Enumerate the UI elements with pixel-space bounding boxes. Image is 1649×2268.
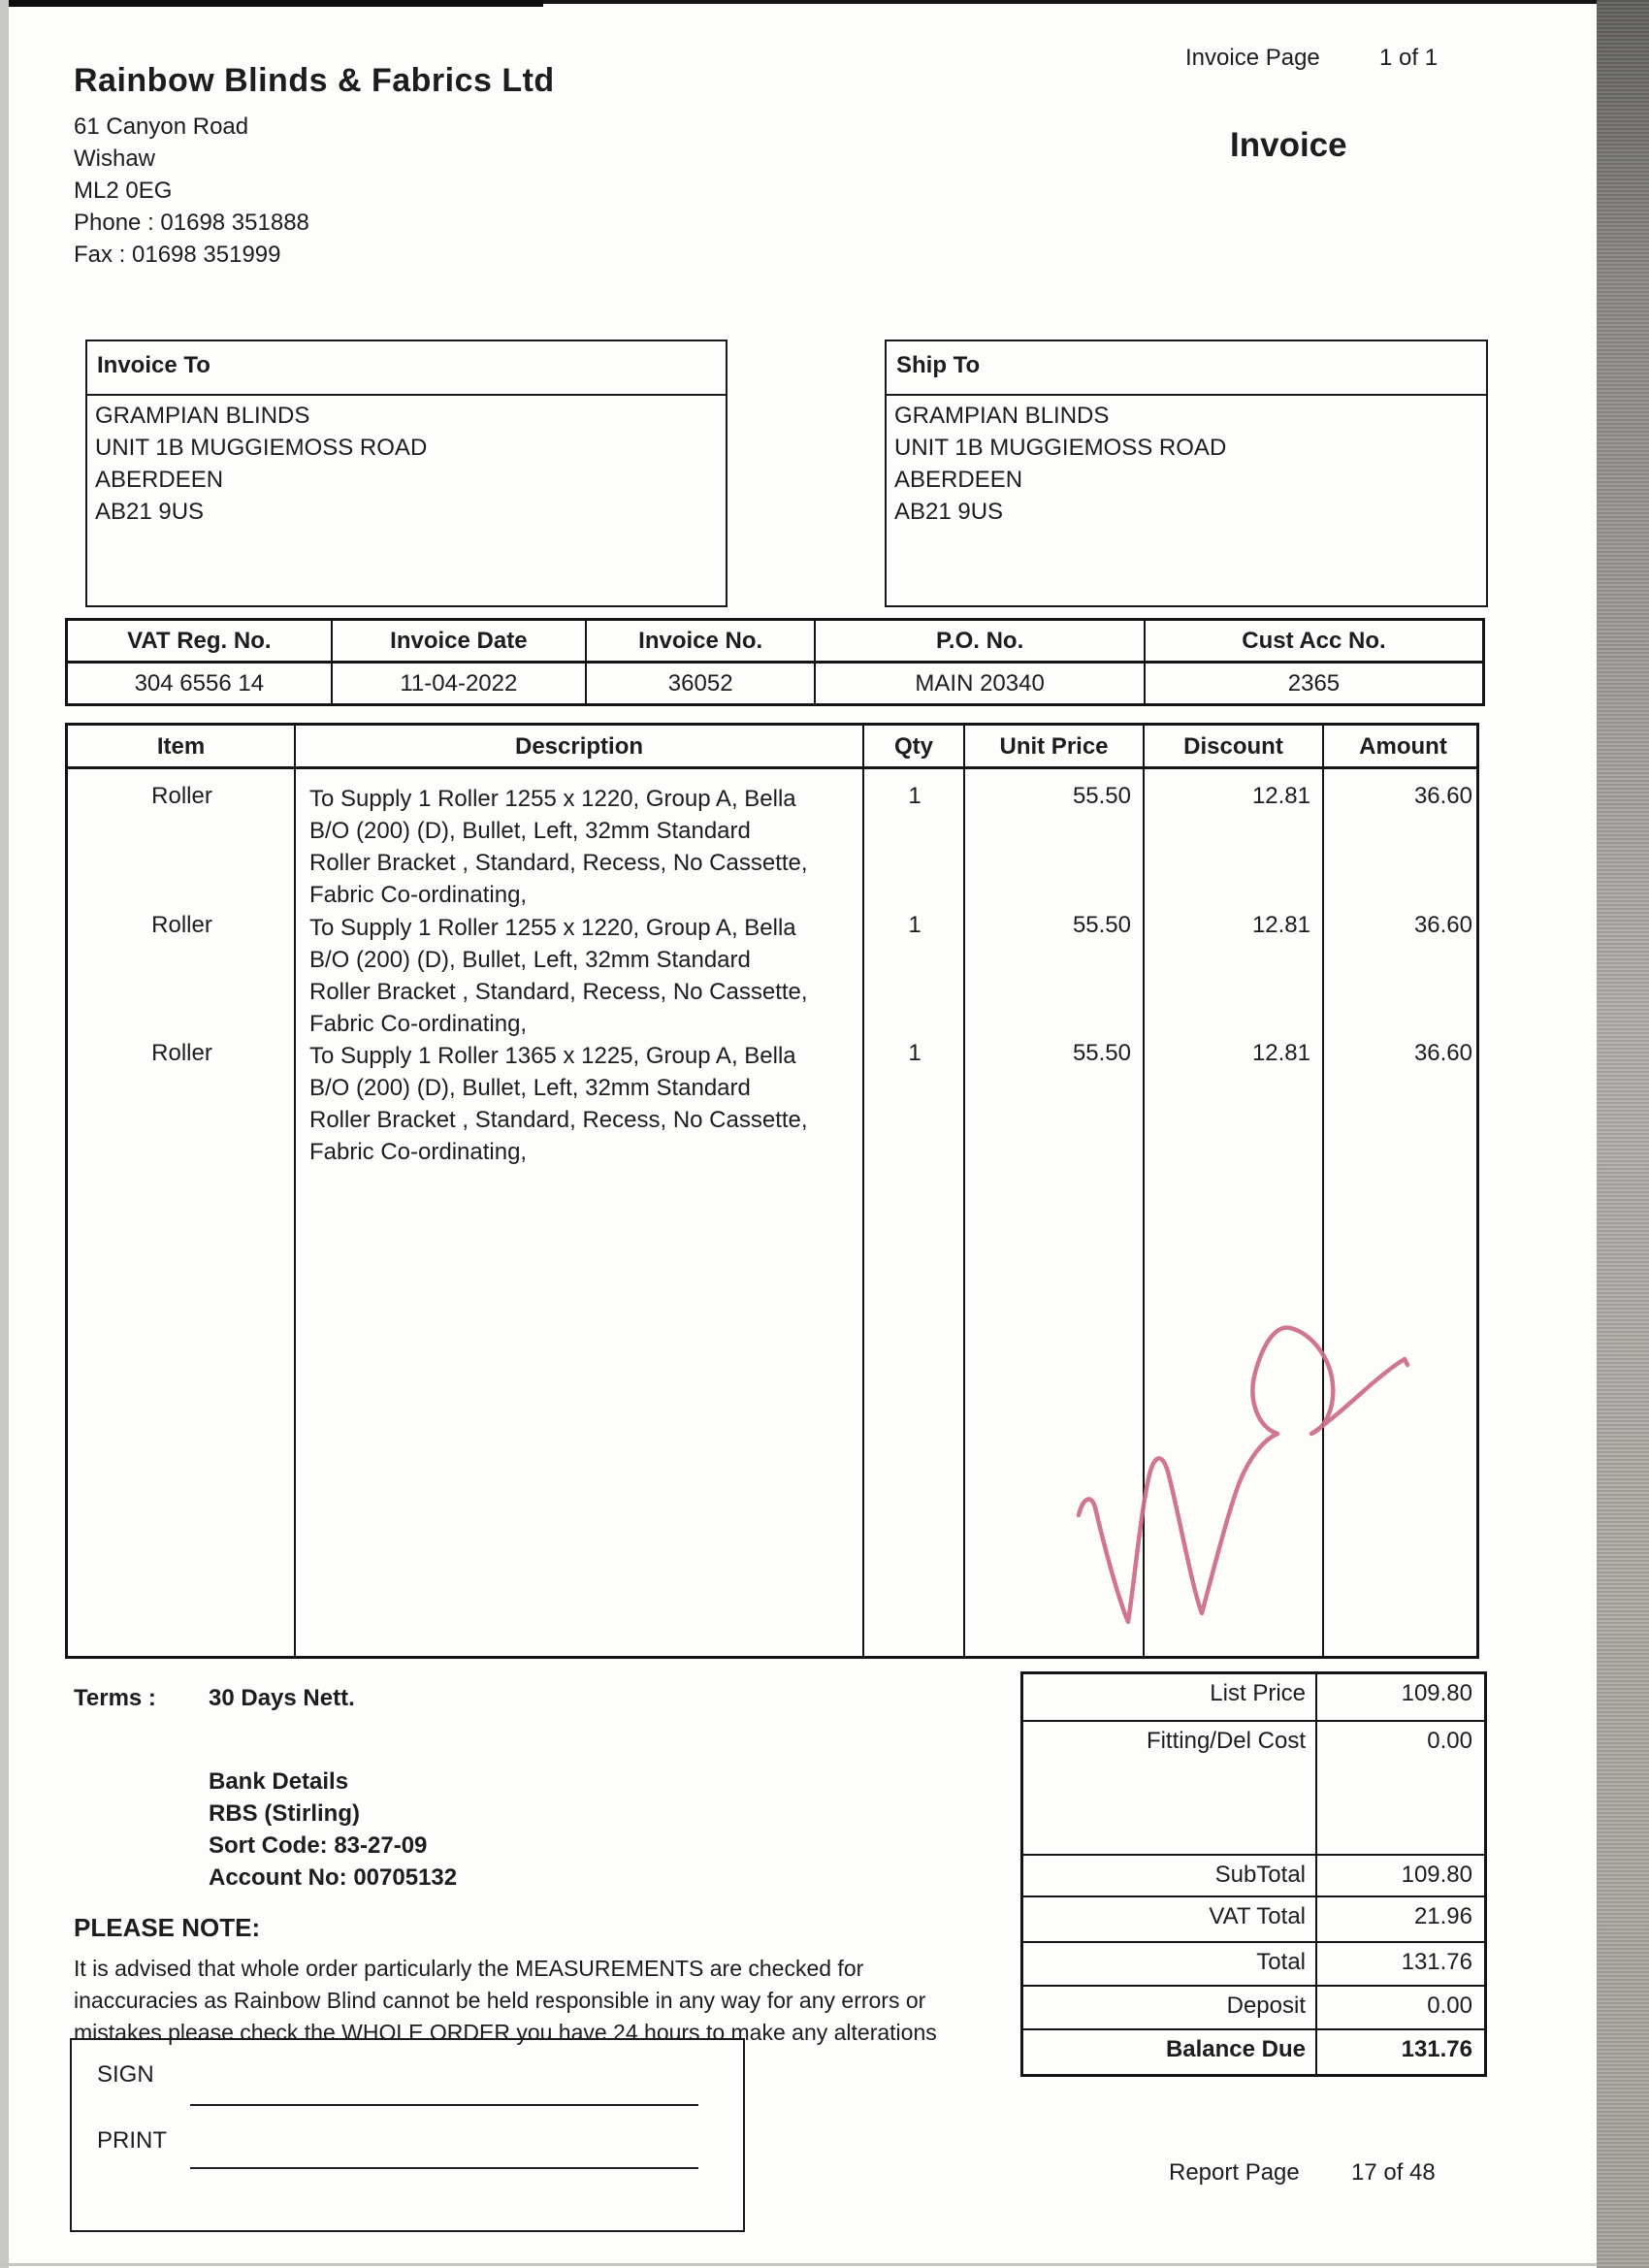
meta-value-row: [68, 664, 1482, 703]
items-body: [68, 769, 1476, 1656]
fitting-del-cost-label: Fitting/Del Cost: [1023, 1722, 1317, 1854]
item-cell: Roller: [151, 1040, 212, 1066]
print-label: PRINT: [97, 2127, 167, 2154]
totals-table: [1020, 1671, 1487, 2077]
description-cell: To Supply 1 Roller 1365 x 1225, Group A, Bella B/O (200) (D), Bullet, Left, 32mm Standard Roller Bracket , Standard, Recess, No Cassette, Fabric Co-ordinating,: [309, 1043, 808, 1165]
company-address: [74, 111, 309, 271]
cust-acc-no: 2365: [1287, 670, 1341, 697]
totals-row: [1023, 1856, 1484, 1897]
bank-line: Account No: 00705132: [209, 1864, 458, 1891]
items-header-cell: Discount: [1145, 726, 1324, 766]
bank-line: Sort Code: 83-27-09: [209, 1832, 428, 1859]
deposit-value: 0.00: [1427, 1993, 1472, 2019]
subtotal-label: SubTotal: [1023, 1856, 1317, 1895]
company-name: Rainbow Blinds & Fabrics Ltd: [74, 62, 555, 99]
line-items-table: [65, 723, 1479, 1659]
bank-details: [209, 1766, 457, 1894]
terms-value: 30 Days Nett.: [209, 1685, 355, 1711]
meta-header-cell: Invoice Date: [333, 621, 587, 664]
invoice-page-value: 1 of 1: [1379, 45, 1439, 71]
address-line: Wishaw: [74, 146, 156, 172]
discount-cell: 12.81: [1251, 783, 1310, 809]
table-row: [68, 912, 1476, 1040]
vat-total-value: 21.96: [1413, 1903, 1472, 1929]
items-header-cell: Description: [296, 726, 864, 766]
report-page-label: Report Page: [1169, 2159, 1300, 2186]
meta-header-row: [68, 621, 1482, 664]
scan-edge-right: [1597, 0, 1649, 2268]
ship-to-line: AB21 9US: [894, 499, 1004, 525]
scan-edge-left: [0, 0, 9, 2268]
invoice-to-box: [85, 340, 728, 607]
ship-to-line: GRAMPIAN BLINDS: [894, 403, 1110, 429]
amount-cell: 36.60: [1413, 783, 1472, 809]
items-header-row: [68, 726, 1476, 769]
amount-cell: 36.60: [1413, 912, 1472, 938]
ship-to-box: [885, 340, 1488, 607]
meta-header-cell: Invoice No.: [587, 621, 816, 664]
invoice-to-title: Invoice To: [87, 341, 726, 396]
fax-line: Fax : 01698 351999: [74, 242, 281, 268]
invoice-no: 36052: [587, 664, 816, 703]
meta-header-cell: P.O. No.: [816, 621, 1146, 664]
list-price-value: 109.80: [1401, 1680, 1472, 1706]
report-page-value: 17 of 48: [1351, 2159, 1436, 2186]
description-cell: To Supply 1 Roller 1255 x 1220, Group A, Bella B/O (200) (D), Bullet, Left, 32mm Standard Roller Bracket , Standard, Recess, No Cassette, Fabric Co-ordinating,: [309, 786, 808, 908]
invoice-page-label: Invoice Page: [1185, 45, 1320, 71]
items-header-cell: Unit Price: [965, 726, 1145, 766]
invoice-to-line: GRAMPIAN BLINDS: [95, 403, 310, 429]
totals-row: [1023, 1722, 1484, 1856]
address-line: 61 Canyon Road: [74, 113, 249, 140]
sign-label: SIGN: [97, 2061, 154, 2088]
invoice-to-line: ABERDEEN: [95, 467, 224, 493]
list-price-label: List Price: [1023, 1674, 1317, 1720]
print-line: [190, 2167, 698, 2169]
qty-cell: 1: [908, 1040, 922, 1066]
signature-box: [70, 2038, 745, 2232]
vat-reg-no: 304 6556 14: [68, 664, 333, 703]
scan-edge-top-dark: [0, 0, 543, 7]
document-title: Invoice: [1230, 126, 1347, 164]
description-cell: To Supply 1 Roller 1255 x 1220, Group A, Bella B/O (200) (D), Bullet, Left, 32mm Standard Roller Bracket , Standard, Recess, No Cassette, Fabric Co-ordinating,: [309, 915, 808, 1037]
invoice-date: 11-04-2022: [333, 664, 587, 703]
totals-row: [1023, 1943, 1484, 1987]
balance-due-value: 131.76: [1401, 2036, 1472, 2062]
unit-price-cell: 55.50: [1072, 783, 1131, 809]
bank-line: Bank Details: [209, 1768, 349, 1795]
please-note-heading: PLEASE NOTE:: [74, 1913, 261, 1942]
ship-to-title: Ship To: [887, 341, 1486, 396]
qty-cell: 1: [908, 783, 922, 809]
discount-cell: 12.81: [1251, 912, 1310, 938]
po-no: MAIN 20340: [816, 664, 1146, 703]
totals-row: [1023, 1674, 1484, 1722]
scan-edge-bottom: [0, 2263, 1597, 2266]
table-row: [68, 1040, 1476, 1168]
totals-row: [1023, 2030, 1484, 2074]
items-header-cell: Qty: [864, 726, 965, 766]
discount-cell: 12.81: [1251, 1040, 1310, 1066]
phone-line: Phone : 01698 351888: [74, 210, 309, 236]
invoice-to-line: AB21 9US: [95, 499, 205, 525]
disclaimer-text: It is advised that whole order particularly the MEASUREMENTS are checked for inaccuracies as Rainbow Blind cannot be held responsible in any way for any errors or mistakes please check the WHOLE ORDER you have 24 hours to make any alterations: [74, 1956, 937, 2045]
items-header-cell: Item: [68, 726, 296, 766]
ship-to-line: ABERDEEN: [894, 467, 1023, 493]
ship-to-line: UNIT 1B MUGGIEMOSS ROAD: [894, 435, 1227, 461]
item-cell: Roller: [151, 783, 212, 809]
subtotal-value: 109.80: [1401, 1862, 1472, 1888]
unit-price-cell: 55.50: [1072, 912, 1131, 938]
bank-line: RBS (Stirling): [209, 1800, 360, 1827]
balance-due-label: Balance Due: [1023, 2030, 1317, 2074]
total-value: 131.76: [1401, 1949, 1472, 1975]
invoice-meta-table: [65, 618, 1485, 706]
amount-cell: 36.60: [1413, 1040, 1472, 1066]
qty-cell: 1: [908, 912, 922, 938]
item-cell: Roller: [151, 912, 212, 938]
total-label: Total: [1023, 1943, 1317, 1985]
invoice-to-line: UNIT 1B MUGGIEMOSS ROAD: [95, 435, 428, 461]
items-header-cell: Amount: [1359, 733, 1447, 760]
address-line: ML2 0EG: [74, 178, 173, 204]
sign-line: [190, 2104, 698, 2106]
meta-header-cell: VAT Reg. No.: [68, 621, 333, 664]
table-row: [68, 783, 1476, 911]
unit-price-cell: 55.50: [1072, 1040, 1131, 1066]
vat-total-label: VAT Total: [1023, 1897, 1317, 1941]
deposit-label: Deposit: [1023, 1987, 1317, 2028]
terms-label: Terms :: [74, 1685, 156, 1711]
meta-header-cell: Cust Acc No.: [1146, 621, 1482, 664]
totals-row: [1023, 1987, 1484, 2030]
fitting-del-cost-value: 0.00: [1427, 1728, 1472, 1754]
totals-row: [1023, 1897, 1484, 1943]
